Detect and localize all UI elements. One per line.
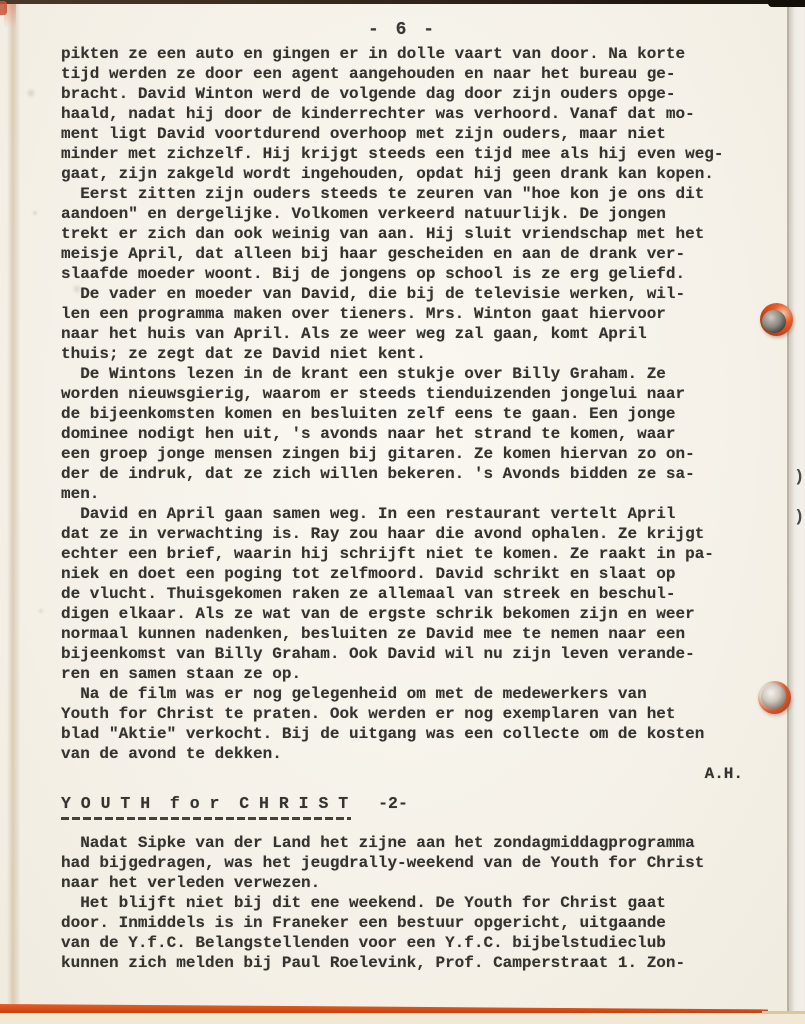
- paragraph: [61, 893, 775, 973]
- text-line: bracht. David Winton werd de volgende dag door zijn ouders opge-: [61, 85, 676, 103]
- text-line: worden nieuwsgierig, waarom er steeds tienduizenden jongelui naar: [61, 385, 686, 403]
- text-line: niek en doet een poging tot zelfmoord. David schrikt en slaat op: [61, 565, 676, 583]
- text-line: len een programma maken over tieners. Mrs. Winton gaat hiervoor: [61, 305, 666, 323]
- binder-mark-top-left: [0, 1, 7, 15]
- text-line: minder met zichzelf. Hij krijgt steeds een tijd mee als hij even weg-: [61, 145, 724, 163]
- text-line: bijeenkomst van Billy Graham. Ook David wil nu zijn leven verande-: [61, 645, 695, 663]
- paragraph: [61, 184, 775, 284]
- paragraph: [61, 44, 775, 184]
- page-number: - 6 -: [367, 20, 437, 40]
- text-line: der de indruk, dat ze zich willen bekeren. 's Avonds bidden ze sa-: [61, 465, 695, 483]
- text-line: ment ligt David voortdurend overhoop met zijn ouders, maar niet: [61, 125, 666, 143]
- text-line: blad "Aktie" verkocht. Bij de uitgang was een collecte om de kosten: [61, 725, 705, 743]
- text-line: meisje April, dat alleen bij haar gescheiden en aan de drank ver-: [61, 245, 686, 263]
- text-line: door. Inmiddels is in Franeker een bestuur opgericht, uitgaande: [61, 914, 666, 932]
- text-line: trekt er zich dan ook weinig van aan. Hij sluit vriendschap met het: [61, 225, 705, 243]
- section-heading-title: Y O U T H f o r C H R I S T: [61, 794, 348, 816]
- section-heading: [61, 794, 775, 816]
- text-line: een groep jonge mensen zingen bij gitaren. Ze komen hiervan zo on-: [61, 445, 695, 463]
- text-line: normaal kunnen nadenken, besluiten ze David mee te nemen naar een: [61, 625, 686, 643]
- text-line: Nadat Sipke van der Land het zijne aan het zondagmiddagprogramma: [61, 834, 695, 852]
- paragraph: [61, 284, 775, 364]
- text-line: De vader en moeder van David, die bij de televisie werken, wil-: [61, 285, 686, 303]
- bottom-red-rule: [0, 1004, 768, 1013]
- text-line: echter een brief, waarin hij schrijft niet te komen. Ze raakt in pa-: [61, 545, 714, 563]
- text-line: Het blijft niet bij dit ene weekend. De Youth for Christ gaat: [61, 894, 666, 912]
- text-line: men.: [61, 485, 100, 503]
- text-line: kunnen zich melden bij Paul Roelevink, Prof. Camperstraat 1. Zon-: [61, 954, 686, 972]
- text-line: thuis; ze zegt dat ze David niet kent.: [61, 345, 426, 363]
- text-line: Na de film was er nog gelegenheid om met de medewerkers van: [61, 685, 647, 703]
- paragraph: [61, 504, 775, 684]
- paragraph: [61, 833, 775, 893]
- text-line: dat ze in verwachting is. Ray zou haar die avond ophalen. Ze krijgt: [61, 525, 705, 543]
- section-heading-part-number: -2-: [378, 794, 408, 813]
- paragraph: [61, 364, 775, 504]
- text-line: pikten ze een auto en gingen er in dolle vaart van door. Na korte: [61, 45, 686, 63]
- text-line: naar het huis van April. Als ze weer weg zal gaan, komt April: [61, 325, 647, 343]
- text-line: van de avond te dekken.: [61, 745, 282, 763]
- binding-fastener-bottom: [758, 681, 791, 714]
- paragraph: [61, 684, 775, 764]
- text-line: digen elkaar. Als ze wat van de ergste schrik bekomen zijn en weer: [61, 605, 695, 623]
- text-line: de vlucht. Thuisgekomen raken ze allemaal van streek en beschul-: [61, 585, 676, 603]
- text-line: de bijeenkomsten komen en besluiten zelf eens te gaan. Een jonge: [61, 405, 676, 423]
- text-line: tijd werden ze door een agent aangehouden en naar het bureau ge-: [61, 65, 676, 83]
- text-line: van de Y.f.C. Belangstellenden voor een Y.f.C. bijbelstudieclub: [61, 934, 666, 952]
- text-line: ren en samen staan ze op.: [61, 665, 302, 683]
- author-initials: A.H.: [704, 765, 743, 783]
- text-line: De Wintons lezen in de krant een stukje over Billy Graham. Ze: [61, 365, 666, 383]
- text-line: gaat, zijn zakgeld wordt ingehouden, opdat hij geen drank kan kopen.: [61, 165, 714, 183]
- text-line: David en April gaan samen weg. In een restaurant vertelt April: [61, 505, 676, 523]
- document-body: [61, 44, 775, 973]
- text-line: slaafde moeder woont. Bij de jongens op school is ze erg geliefd.: [61, 265, 686, 283]
- page-right-edge-line: [787, 6, 789, 1018]
- text-line: dominee nodigt hen uit, 's avonds naar het strand te komen, waar: [61, 425, 676, 443]
- fastener-metal-cap: [762, 310, 786, 333]
- page-spine-shadow: [7, 0, 20, 1024]
- binding-fastener-top: [760, 303, 793, 336]
- edge-ink-mark: ): [794, 468, 805, 487]
- fastener-metal-cap: [761, 684, 786, 709]
- page-bottom-edge: [0, 1013, 805, 1024]
- top-right-shadow: [768, 0, 805, 7]
- text-line: Youth for Christ te praten. Ook werden er nog exemplaren van het: [61, 705, 676, 723]
- text-line: haald, nadat hij door de kinderrechter was verhoord. Vanaf dat mo-: [61, 105, 695, 123]
- bottom-edge-line: [762, 1011, 805, 1014]
- text-line: had bijgedragen, was het jeugdrally-weekend van de Youth for Christ: [61, 854, 705, 872]
- text-line: aandoen" en dergelijke. Volkomen verkeerd natuurlijk. De jongen: [61, 205, 666, 223]
- page-top-edge: [0, 0, 805, 4]
- text-line: naar het verleden verwezen.: [61, 874, 321, 892]
- text-line: Eerst zitten zijn ouders steeds te zeuren van "hoe kon je ons dit: [61, 185, 705, 203]
- scan-specks: [0, 0, 2, 2]
- edge-ink-mark: ): [794, 508, 805, 527]
